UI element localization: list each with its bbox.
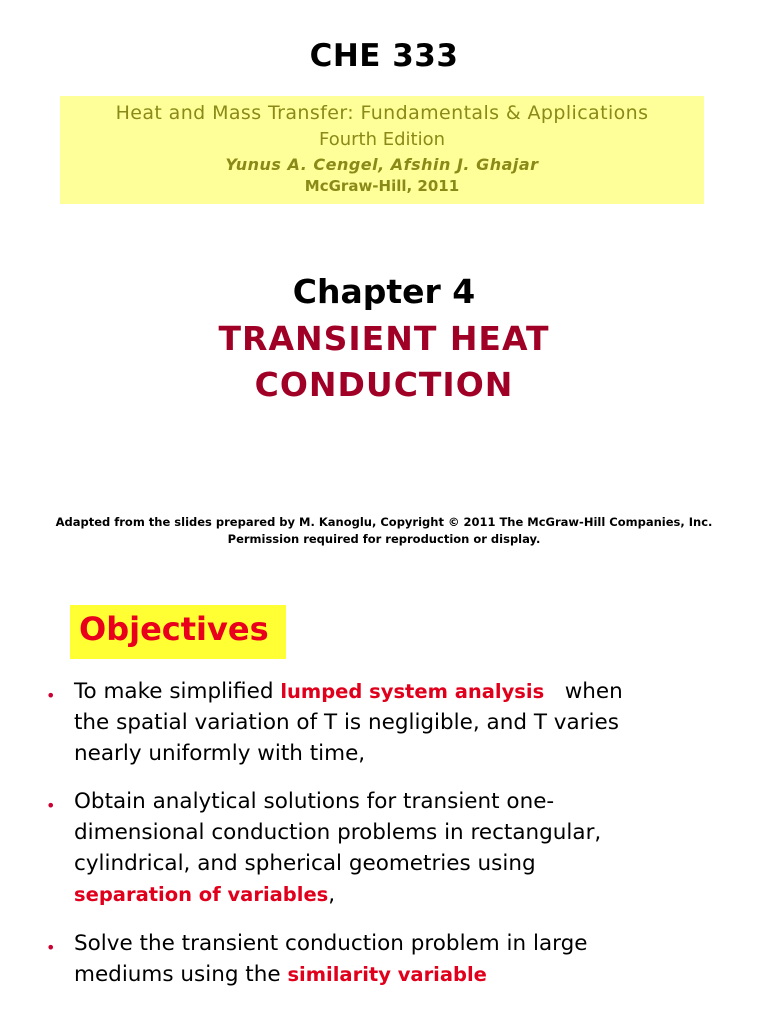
chapter-label: Chapter 4: [292, 272, 476, 311]
book-edition: Fourth Edition: [319, 129, 445, 150]
copyright-notice: [0, 514, 768, 548]
book-publisher: McGraw-Hill, 2011: [304, 177, 460, 195]
chapter-title-line1: TRANSIENT HEAT: [218, 319, 550, 358]
course-code: CHE 333: [309, 38, 459, 74]
objective-item: [46, 676, 726, 772]
objective-line: nearly uniformly with time,: [74, 741, 366, 766]
objective-line: dimensional conduction problems in rectangular,: [74, 820, 602, 845]
objective-text: ,: [328, 882, 336, 907]
copyright-line1: Adapted from the slides prepared by M. Kanoglu, Copyright © 2011 The McGraw-Hill Companies, Inc.: [55, 515, 713, 529]
objective-line: [74, 959, 487, 990]
objective-text: To make simplified: [74, 679, 281, 704]
objective-highlight: separation of variables: [74, 883, 329, 906]
objective-line: the spatial variation of T is negligible, and T varies: [74, 710, 619, 735]
objectives-heading-box: [70, 605, 286, 659]
chapter-title-line2: CONDUCTION: [254, 365, 514, 404]
objective-highlight: similarity variable: [287, 963, 487, 986]
objective-line: [74, 676, 623, 707]
objective-text: when: [544, 679, 623, 704]
chapter-title: [0, 316, 768, 408]
objective-item: [46, 786, 726, 914]
book-authors: Yunus A. Cengel, Afshin J. Ghajar: [225, 155, 539, 174]
book-title: Heat and Mass Transfer: Fundamentals & Applications: [115, 102, 649, 124]
objective-line: Solve the transient conduction problem in large: [74, 931, 588, 956]
bullet-icon: •: [46, 796, 56, 815]
objective-line: [74, 879, 335, 910]
copyright-line2: Permission required for reproduction or display.: [227, 532, 541, 546]
objectives-heading: Objectives: [79, 610, 269, 648]
objective-highlight: lumped system analysis: [280, 680, 545, 703]
bullet-icon: •: [46, 686, 56, 705]
objective-line: cylindrical, and spherical geometries using: [74, 851, 536, 876]
objective-line: Obtain analytical solutions for transient one-: [74, 789, 555, 814]
book-info-box: [60, 96, 704, 204]
objective-text: mediums using the: [74, 962, 288, 987]
objective-item: [46, 928, 726, 992]
bullet-icon: •: [46, 938, 56, 957]
